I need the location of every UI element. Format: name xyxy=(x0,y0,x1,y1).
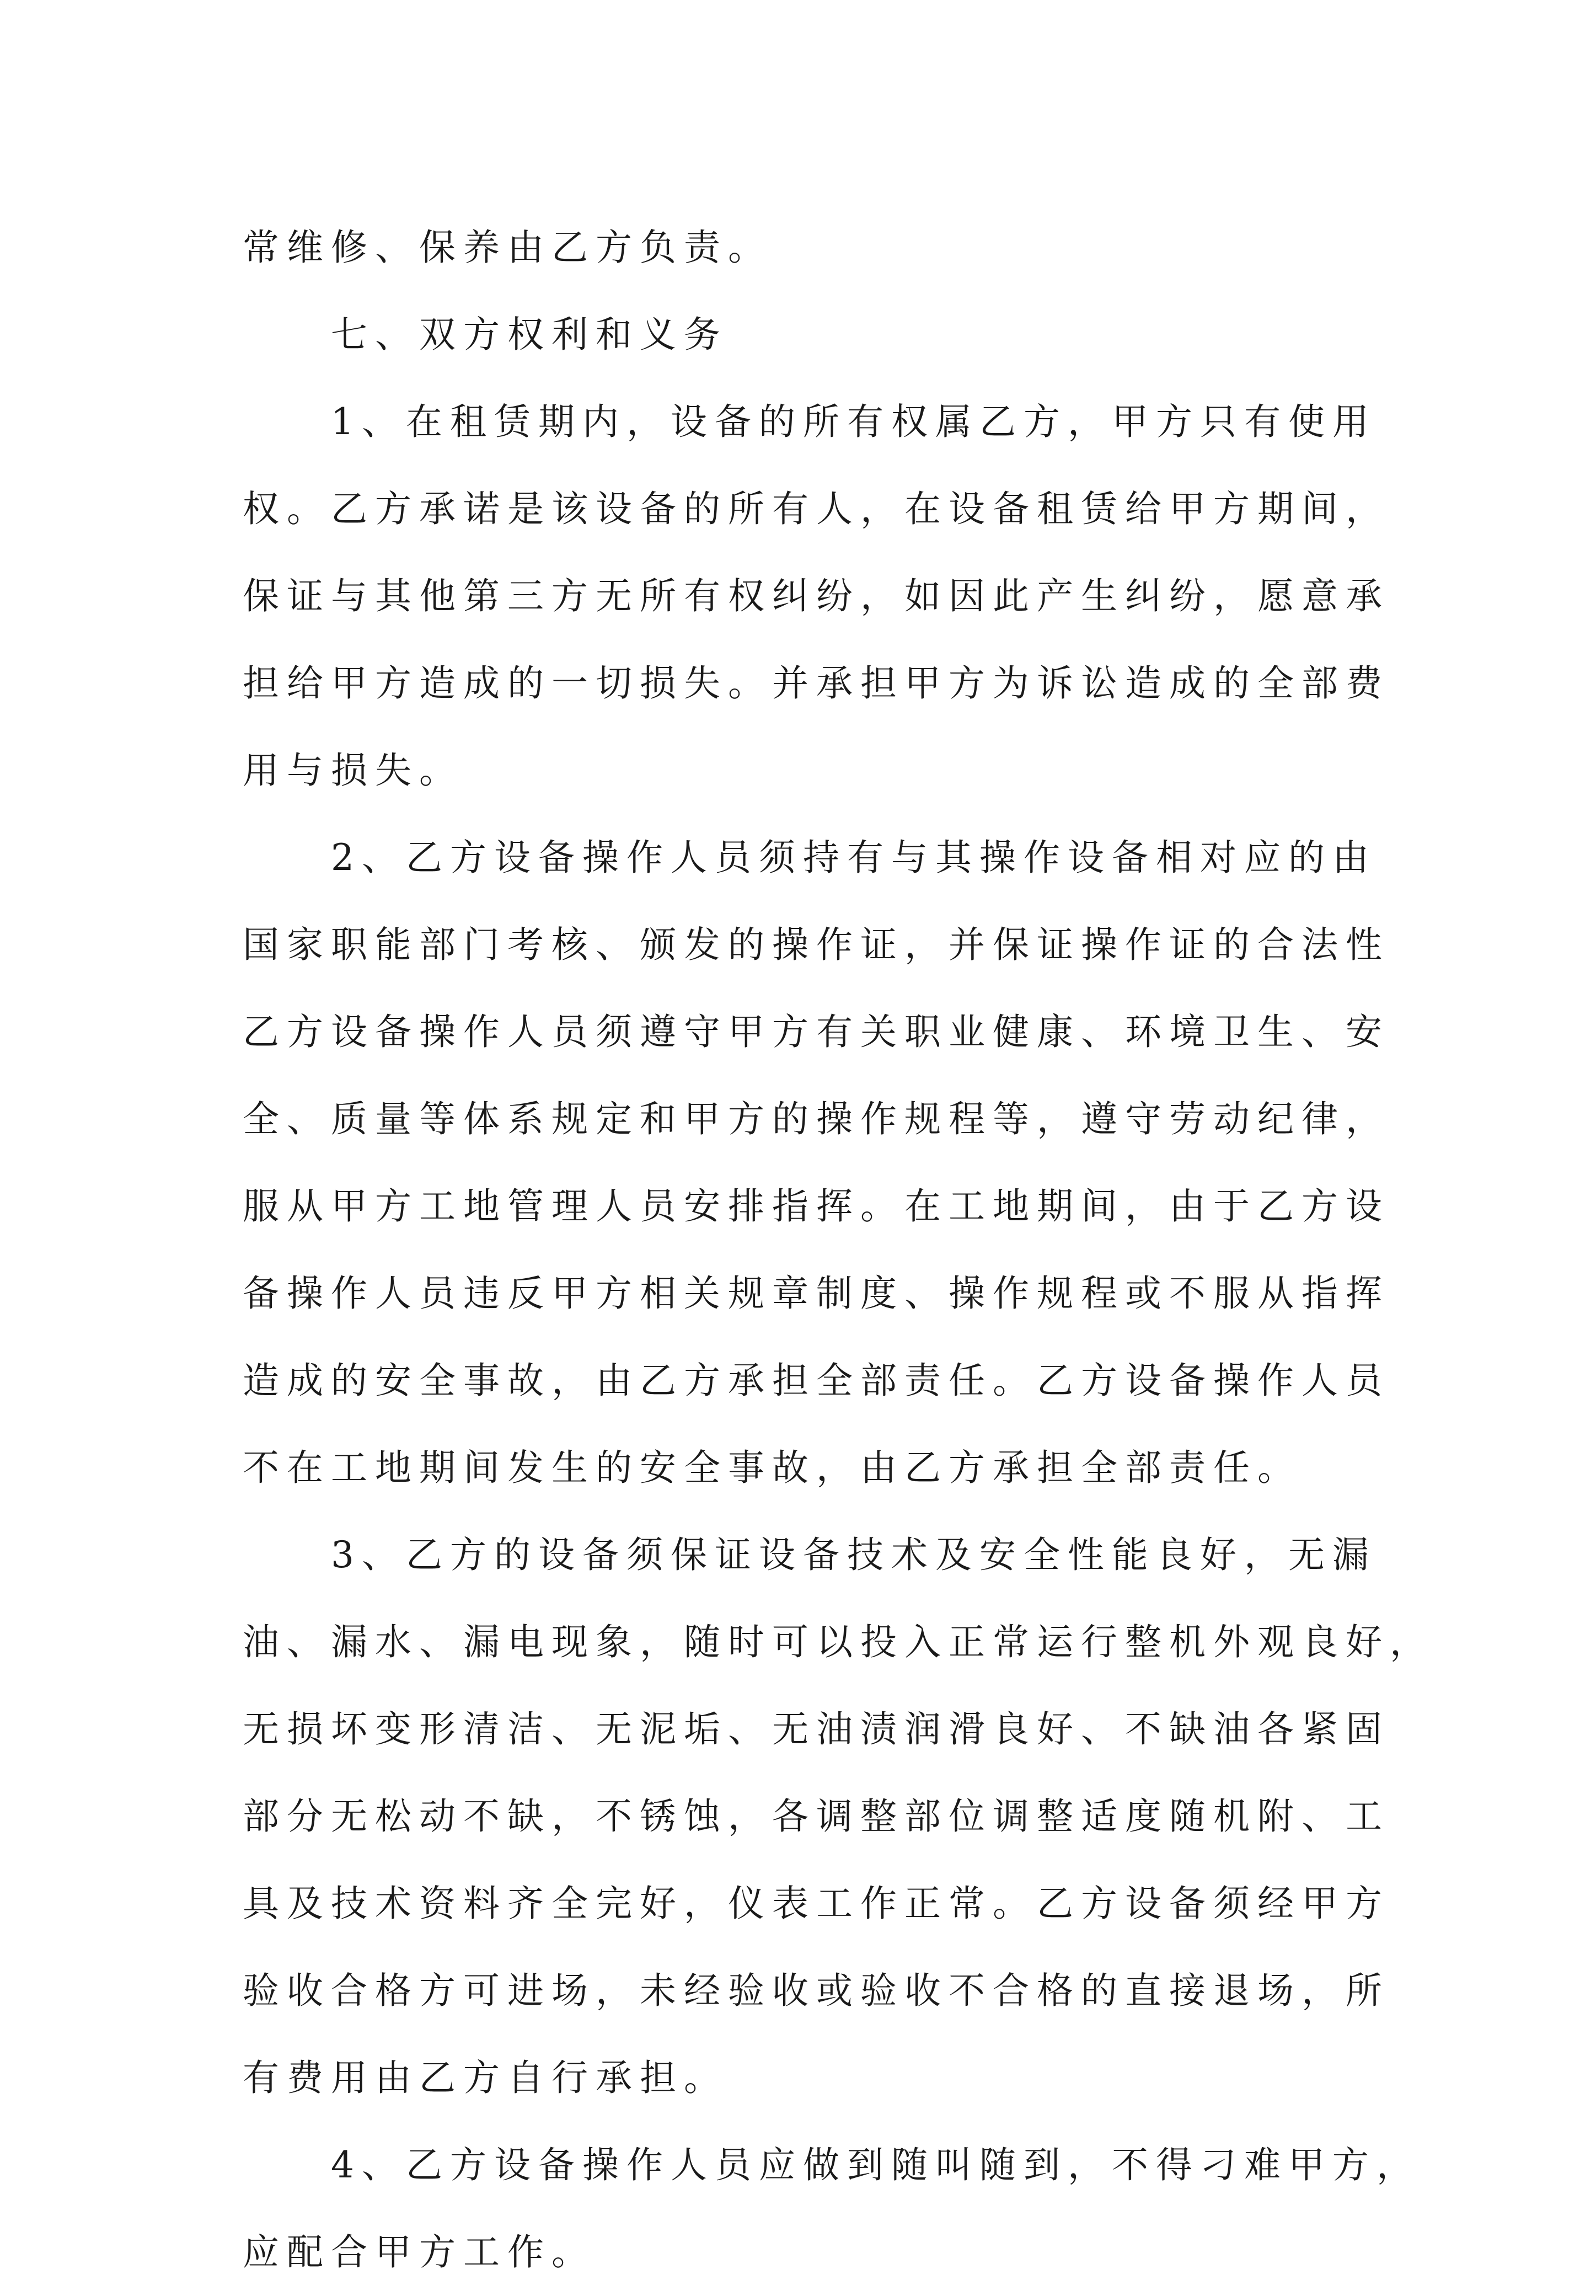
text-line: 国家职能部门考核、颁发的操作证，并保证操作证的合法性 xyxy=(243,923,1390,966)
text-line: 无损坏变形清洁、无泥垢、无油渍润滑良好、不缺油各紧固 xyxy=(243,1708,1390,1750)
text-line: 造成的安全事故，由乙方承担全部责任。乙方设备操作人员 xyxy=(243,1359,1390,1402)
paragraph-clause-1 xyxy=(243,378,1390,814)
text-line: 4、乙方设备操作人员应做到随叫随到，不得刁难甲方， xyxy=(331,2144,1421,2186)
text-line: 有费用由乙方自行承担。 xyxy=(243,2057,728,2099)
text-line: 应配合甲方工作。 xyxy=(243,2231,596,2273)
document-body xyxy=(243,204,1434,2296)
section-heading-rights-obligations xyxy=(243,291,1362,378)
text-line: 部分无松动不缺，不锈蚀，各调整部位调整适度随机附、工 xyxy=(243,1795,1390,1838)
paragraph-clause-2 xyxy=(243,814,1390,1512)
text-line: 2、乙方设备操作人员须持有与其操作设备相对应的由 xyxy=(331,836,1377,879)
paragraph-clause-4 xyxy=(243,2122,1421,2296)
text-line: 验收合格方可进场，未经验收或验收不合格的直接退场，所 xyxy=(243,1969,1390,2012)
text-line: 服从甲方工地管理人员安排指挥。在工地期间，由于乙方设 xyxy=(243,1185,1390,1227)
text-line: 1、在租赁期内，设备的所有权属乙方，甲方只有使用 xyxy=(331,401,1377,443)
text-line: 常维修、保养由乙方负责。 xyxy=(243,226,772,269)
text-line: 油、漏水、漏电现象，随时可以投入正常运行整机外观良好， xyxy=(243,1621,1434,1663)
text-line: 全、质量等体系规定和甲方的操作规程等，遵守劳动纪律， xyxy=(243,1098,1390,1140)
text-line: 具及技术资料齐全完好，仪表工作正常。乙方设备须经甲方 xyxy=(243,1882,1390,1925)
text-line: 用与损失。 xyxy=(243,749,463,792)
text-line: 七、双方权利和义务 xyxy=(331,313,728,356)
text-line: 保证与其他第三方无所有权纠纷，如因此产生纠纷，愿意承 xyxy=(243,575,1390,617)
text-line: 权。乙方承诺是该设备的所有人，在设备租赁给甲方期间， xyxy=(243,488,1390,530)
text-line: 担给甲方造成的一切损失。并承担甲方为诉讼造成的全部费 xyxy=(243,662,1390,704)
text-line: 不在工地期间发生的安全事故，由乙方承担全部责任。 xyxy=(243,1446,1302,1489)
text-line: 备操作人员违反甲方相关规章制度、操作规程或不服从指挥 xyxy=(243,1272,1390,1315)
paragraph-maintenance xyxy=(243,204,1362,291)
paragraph-clause-3 xyxy=(243,1512,1434,2122)
text-line: 乙方设备操作人员须遵守甲方有关职业健康、环境卫生、安 xyxy=(243,1011,1390,1053)
text-line: 3、乙方的设备须保证设备技术及安全性能良好，无漏 xyxy=(331,1534,1377,1576)
